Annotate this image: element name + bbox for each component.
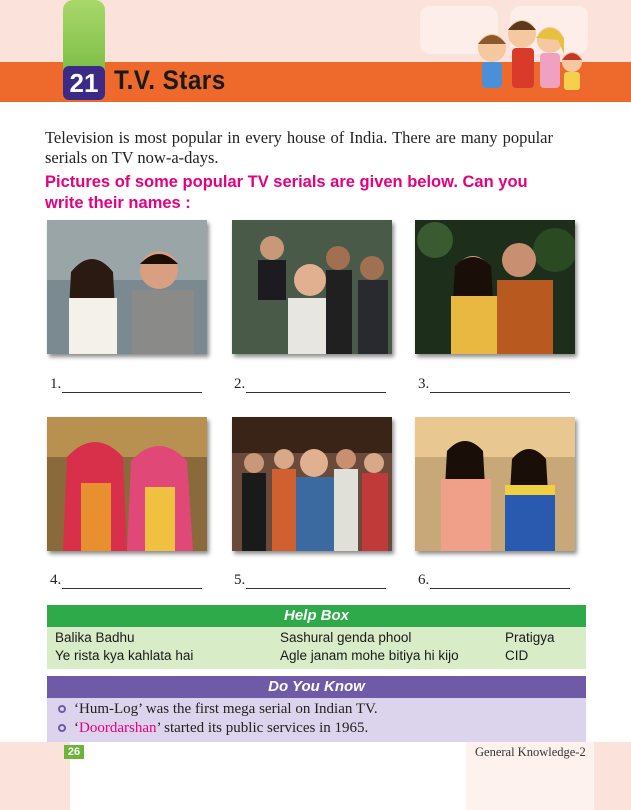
cartoon-kids-illustration xyxy=(470,10,585,100)
fact-quote: ‘ xyxy=(74,720,79,736)
help-box xyxy=(47,627,586,669)
answer-number: 5. xyxy=(234,572,246,588)
help-box-title: Help Box xyxy=(47,605,586,627)
fact-text: ‘Hum-Log’ was the first mega serial on Indian TV. xyxy=(74,701,378,717)
answer-number: 6. xyxy=(418,572,430,588)
bullet-icon xyxy=(58,724,66,732)
fact-1 xyxy=(58,701,378,718)
answer-number: 3. xyxy=(418,376,430,392)
answer-line[interactable] xyxy=(246,378,386,393)
tv-serial-photo-2 xyxy=(232,220,392,354)
do-you-know-title: Do You Know xyxy=(47,676,586,698)
task-instruction: Pictures of some popular TV serials are given below. Can you write their names : xyxy=(45,173,528,212)
help-item: Agle janam mohe bitiya hi kijo xyxy=(280,648,459,663)
book-title: General Knowledge-2 xyxy=(475,745,586,759)
answer-blank-1[interactable] xyxy=(50,376,202,393)
answer-blank-2[interactable] xyxy=(234,376,386,393)
answer-line[interactable] xyxy=(430,378,570,393)
help-item: Pratigya xyxy=(505,630,555,645)
answer-blank-4[interactable] xyxy=(50,572,202,589)
help-item: Ye rista kya kahlata hai xyxy=(55,648,194,663)
fact-2 xyxy=(58,720,368,737)
fact-highlight: Doordarshan xyxy=(79,720,157,736)
answer-line[interactable] xyxy=(62,378,202,393)
tv-serial-photo-4 xyxy=(47,417,207,551)
help-item: Balika Badhu xyxy=(55,630,135,645)
help-item: Sashural genda phool xyxy=(280,630,412,645)
answer-line[interactable] xyxy=(246,574,386,589)
page-number: 26 xyxy=(64,745,84,759)
answer-line[interactable] xyxy=(62,574,202,589)
chapter-number: 21 xyxy=(63,66,105,100)
answer-blank-5[interactable] xyxy=(234,572,386,589)
intro-paragraph: Television is most popular in every house of India. There are many popular serials on TV now-a-days. xyxy=(45,128,553,167)
answer-number: 4. xyxy=(50,572,62,588)
bullet-icon xyxy=(58,705,66,713)
tv-serial-photo-1 xyxy=(47,220,207,354)
answer-line[interactable] xyxy=(430,574,570,589)
tv-serial-photo-3 xyxy=(415,220,575,354)
answer-number: 1. xyxy=(50,376,62,392)
answer-blank-3[interactable] xyxy=(418,376,570,393)
footer-right-band xyxy=(594,742,631,810)
tv-serial-photo-5 xyxy=(232,417,392,551)
footer-left-band xyxy=(0,742,70,810)
help-item: CID xyxy=(505,648,529,663)
answer-blank-6[interactable] xyxy=(418,572,570,589)
tv-serial-photo-6 xyxy=(415,417,575,551)
answer-number: 2. xyxy=(234,376,246,392)
fact-text: ’ started its public services in 1965. xyxy=(156,720,369,736)
chapter-title: T.V. Stars xyxy=(114,65,226,95)
